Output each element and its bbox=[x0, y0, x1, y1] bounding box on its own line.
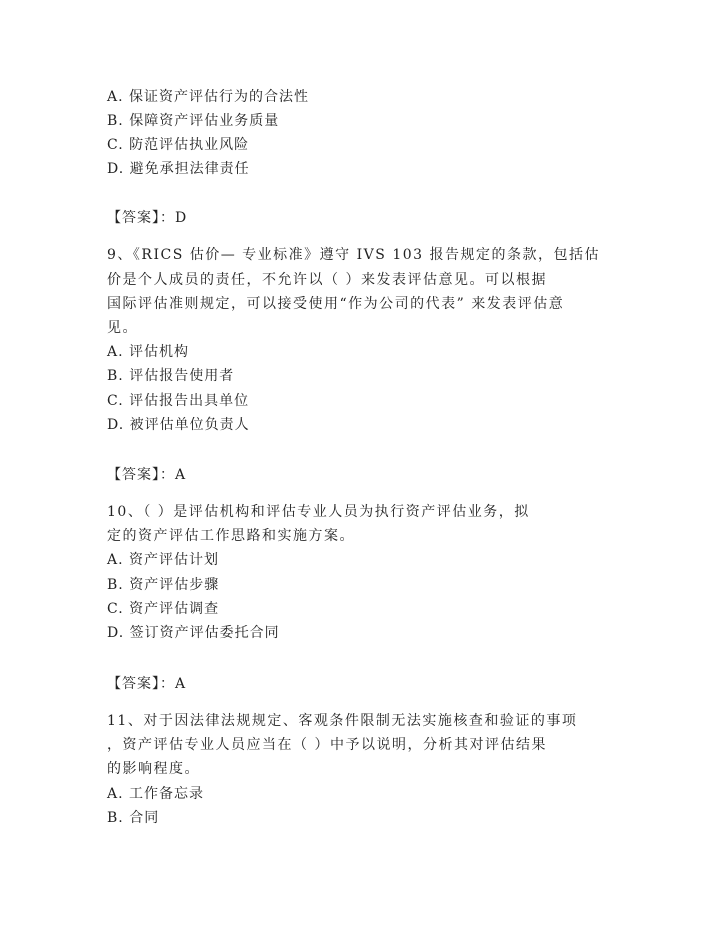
q10-text-line-1: 10、（ ）是评估机构和评估专业人员为执行资产评估业务，拟 bbox=[107, 504, 530, 520]
q10-option-b: B. 资产评估步骤 bbox=[107, 577, 220, 593]
q8-option-d: D. 避免承担法律责任 bbox=[107, 161, 250, 177]
q10-option-a: A. 资产评估计划 bbox=[107, 552, 220, 568]
q9-text-line-4: 见。 bbox=[107, 320, 138, 336]
q10-option-d: D. 签订资产评估委托合同 bbox=[107, 625, 280, 641]
q11-option-b: B. 合同 bbox=[107, 810, 160, 826]
q9-option-a: A. 评估机构 bbox=[107, 344, 190, 360]
q10-option-c: C. 资产评估调查 bbox=[107, 601, 220, 617]
q11-text-line-2: ，资产评估专业人员应当在（ ）中予以说明，分析其对评估结果 bbox=[107, 737, 547, 753]
q9-text-line-2: 价是个人成员的责任，不允许以（ ）来发表评估意见。可以根据 bbox=[107, 272, 547, 288]
q8-option-b: B. 保障资产评估业务质量 bbox=[107, 113, 280, 129]
q9-option-d: D. 被评估单位负责人 bbox=[107, 417, 250, 433]
q9-answer: 【答案】：A bbox=[107, 467, 187, 483]
q11-option-a: A. 工作备忘录 bbox=[107, 786, 205, 802]
q11-text-line-1: 11、对于因法律法规规定、客观条件限制无法实施核查和验证的事项 bbox=[107, 713, 578, 729]
q10-text-line-2: 定的资产评估工作思路和实施方案。 bbox=[107, 528, 355, 544]
q9-option-b: B. 评估报告使用者 bbox=[107, 368, 235, 384]
q9-option-c: C. 评估报告出具单位 bbox=[107, 393, 250, 409]
q8-option-a: A. 保证资产评估行为的合法性 bbox=[107, 89, 310, 105]
q10-answer: 【答案】：A bbox=[107, 676, 187, 692]
q11-text-line-3: 的影响程度。 bbox=[107, 761, 200, 777]
q8-answer: 【答案】：D bbox=[107, 210, 188, 226]
q9-text-line-1: 9、《RICS 估价— 专业标准》遵守 IVS 103 报告规定的条款，包括估 bbox=[107, 247, 600, 263]
q8-option-c: C. 防范评估执业风险 bbox=[107, 137, 250, 153]
q9-text-line-3: 国际评估准则规定，可以接受使用“作为公司的代表” 来发表评估意 bbox=[107, 296, 565, 312]
